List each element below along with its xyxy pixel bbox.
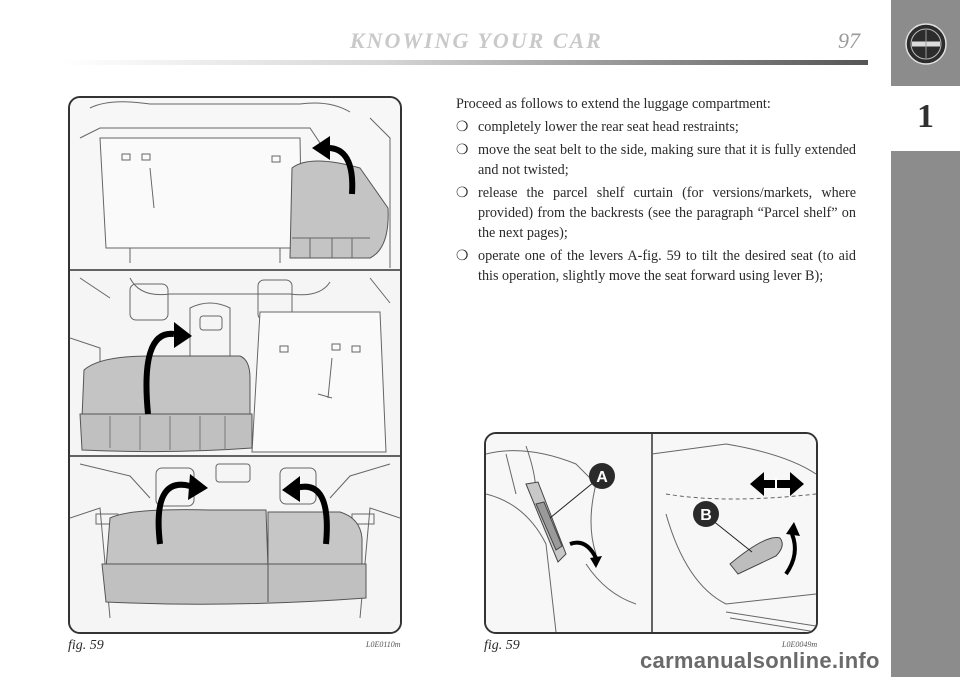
watermark-text: carmanualsonline.info [640,648,880,673]
seat-folding-drawing [70,98,400,632]
figure-caption-left: fig. 59 [68,638,104,653]
page-number: 97 [838,28,860,53]
bullet-icon: ❍ [456,248,469,264]
figure-caption-right: fig. 59 [484,638,520,653]
list-item: ❍ completely lower the rear seat head restraints; [456,119,739,135]
seat-lever-illustration [484,432,818,634]
header-rule [60,60,868,65]
lancia-logo-icon [904,22,948,66]
section-number: 1 [917,98,934,135]
intro-paragraph: Proceed as follows to extend the luggage compartment: [456,96,771,112]
list-item: ❍ move the seat belt to the side, making sure that it is fully extended and not twisted; [456,142,856,178]
bullet-icon: ❍ [456,142,469,158]
bullet-icon: ❍ [456,185,469,201]
page-header-title: KNOWING YOUR CAR [350,28,603,53]
list-item: ❍ operate one of the levers A-fig. 59 to tilt the desired seat (to aid this operation, slightly move the seat forward using lever B); [456,248,856,284]
instruction-text [456,94,856,289]
lever-a-label: A [596,469,608,486]
seat-folding-illustration [68,96,402,634]
figure-code-right: L0E0049m [782,640,818,649]
figure-code-left: L0E0110m [366,640,401,649]
instruction-list [456,117,856,286]
list-item: ❍ release the parcel shelf curtain (for versions/markets, where provided) from the backrests (see the paragraph “Parcel shelf” on the next pages); [456,185,856,241]
seat-lever-drawing [486,434,816,632]
bullet-icon: ❍ [456,119,469,135]
lever-b-label: B [700,507,712,524]
